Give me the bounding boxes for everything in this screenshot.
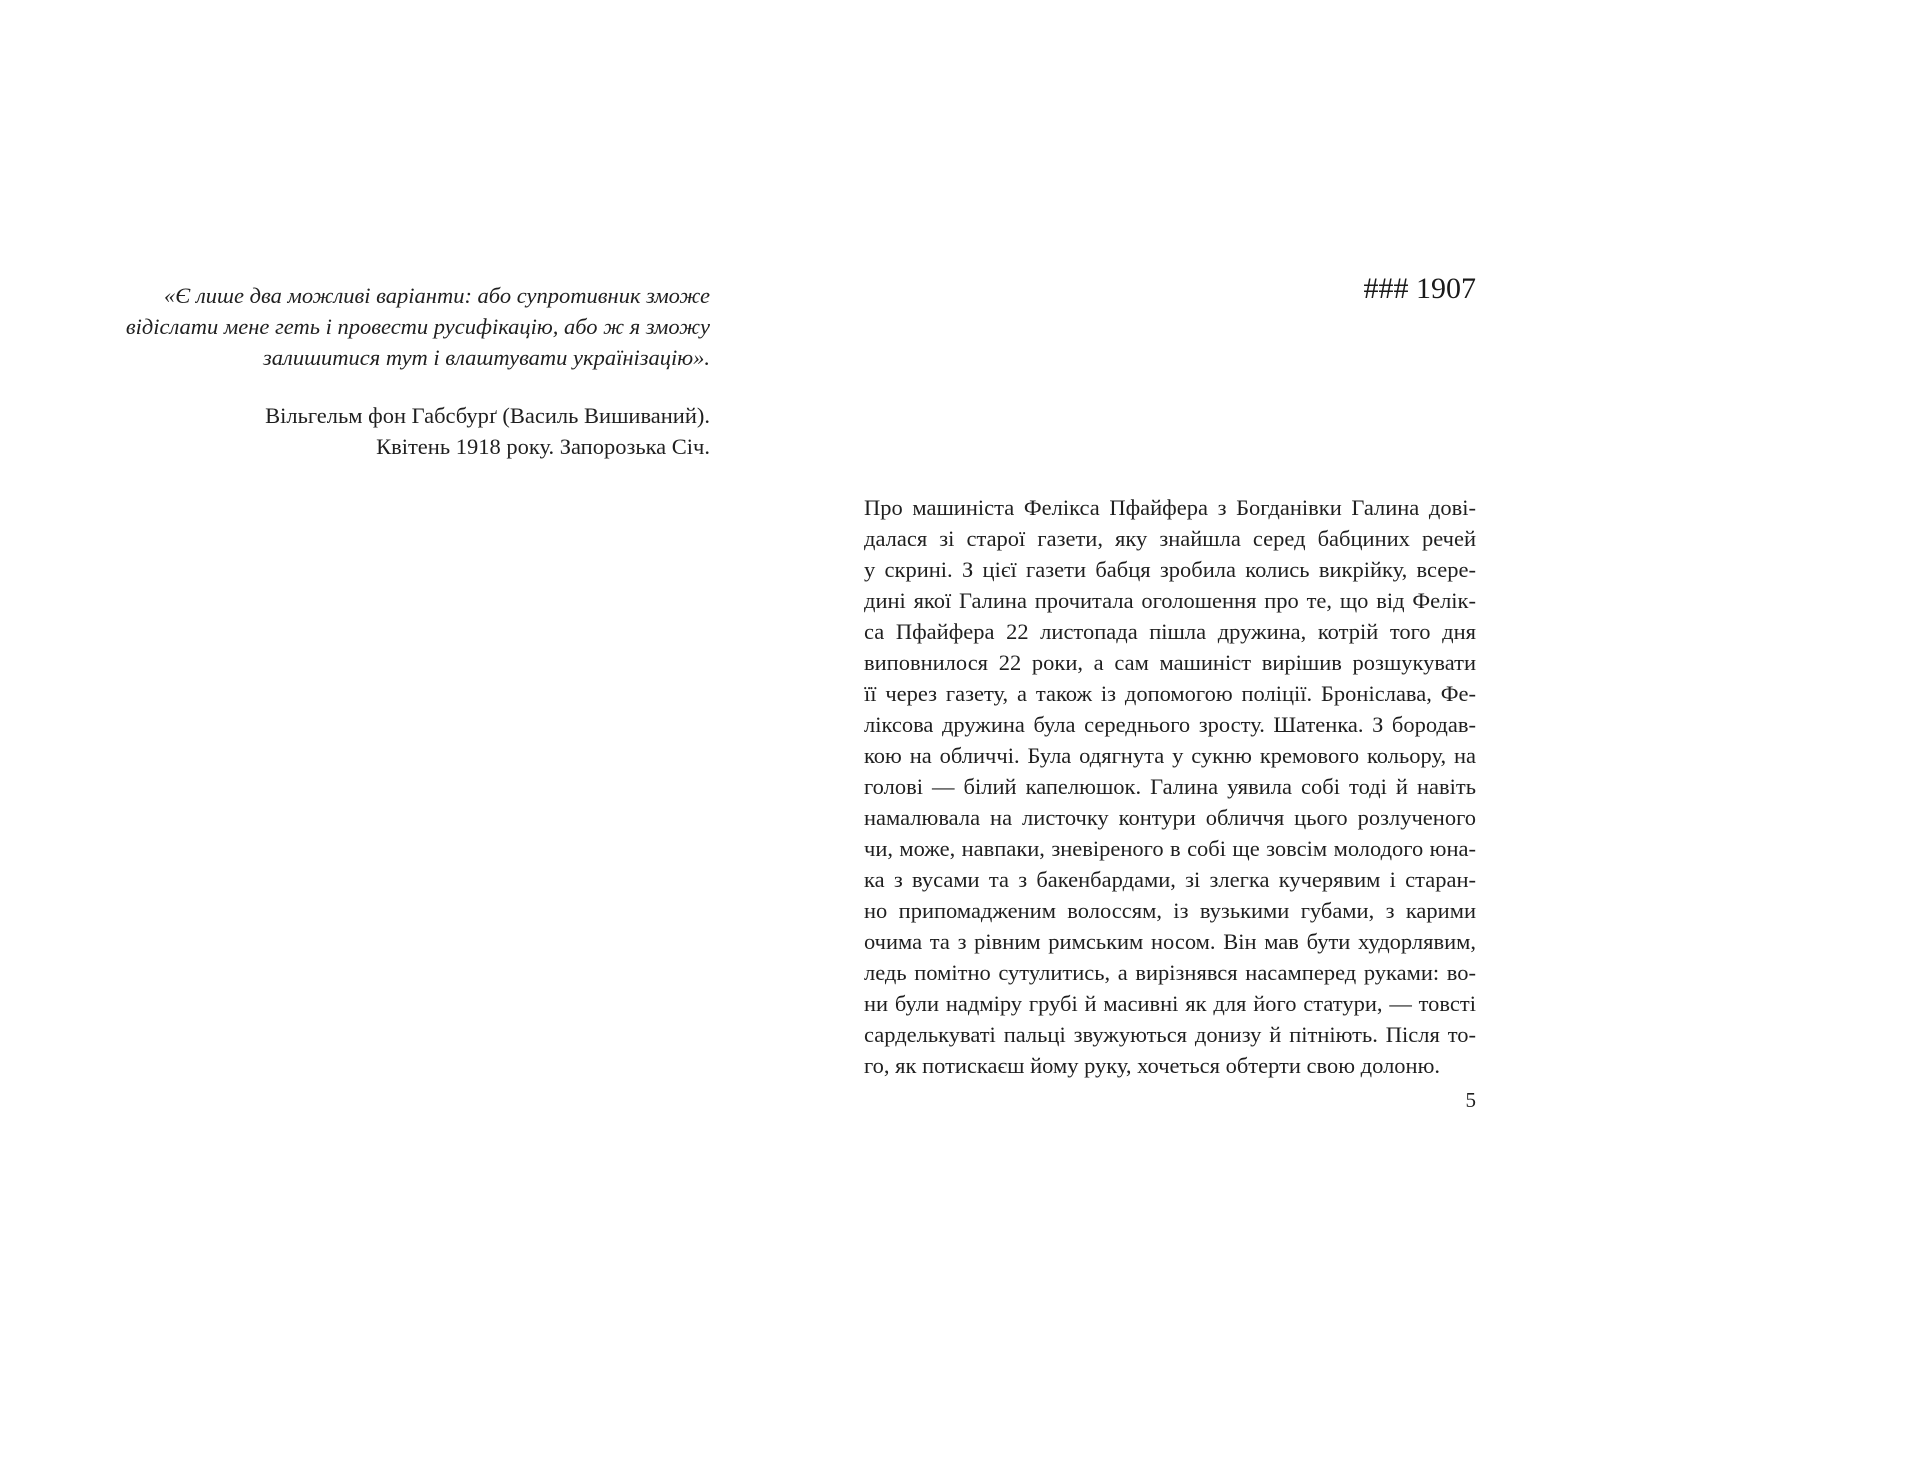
text-line: Квітень 1918 року. Запорозька Січ.: [376, 434, 710, 459]
text-line: ни були надміру грубі й масивні як для його статури, — товсті: [864, 991, 1476, 1016]
text-line: кою на обличчі. Була одягнута у сукню кремового кольору, на: [864, 743, 1476, 768]
text-line: намалювала на листочку контури обличчя цього розлученого: [864, 805, 1476, 830]
right-page: [768, 0, 1920, 1477]
chapter-paragraph: [864, 492, 1476, 1081]
text-line: у скрині. З цієї газети бабця зробила колись викрійку, всере-: [864, 557, 1476, 582]
text-line: сарделькуваті пальці звужуються донизу й пітніють. Після то-: [864, 1022, 1476, 1047]
text-line: виповнилося 22 роки, а сам машиніст вирішив розшукувати: [864, 650, 1476, 675]
text-line: очима та з рівним римським носом. Він мав бути худорлявим,: [864, 929, 1476, 954]
text-line: залишитися тут і влаштувати українізацію».: [262, 345, 710, 370]
text-line: но припомадженим волоссям, із вузькими губами, з карими: [864, 898, 1476, 923]
text-line: її через газету, а також із допомогою поліції. Броніслава, Фе-: [864, 681, 1476, 706]
chapter-heading: ### 1907: [1363, 272, 1476, 305]
text-line: Про машиніста Фелікса Пфайфера з Богданівки Галина дові-: [864, 495, 1476, 520]
left-page: [0, 0, 768, 1477]
text-line: далася зі старої газети, яку знайшла серед бабциних речей: [864, 526, 1476, 551]
page-number: 5: [1465, 1088, 1476, 1112]
text-line: голові — білий капелюшок. Галина уявила собі тоді й навіть: [864, 774, 1476, 799]
text-line: дині якої Галина прочитала оголошення про те, що від Фелік-: [864, 588, 1476, 613]
text-line: Вільгельм фон Габсбурґ (Василь Вишиваний).: [265, 403, 710, 428]
epigraph-attribution: [100, 400, 710, 462]
text-line: го, як потискаєш йому руку, хочеться обтерти свою долоню.: [864, 1053, 1441, 1078]
text-line: ліксова дружина була середнього зросту. Шатенка. З бородав-: [864, 712, 1476, 737]
text-line: ка з вусами та з бакенбардами, зі злегка кучерявим і старан-: [864, 867, 1476, 892]
text-line: са Пфайфера 22 листопада пішла дружина, котрій того дня: [864, 619, 1476, 644]
text-line: чи, може, навпаки, зневіреного в собі ще зовсім молодого юна-: [864, 836, 1476, 861]
text-line: ледь помітно сутулитись, а вирізнявся насамперед руками: во-: [864, 960, 1476, 985]
text-line: відіслати мене геть і провести русифікацію, або ж я зможу: [125, 314, 710, 339]
epigraph-quote: [100, 280, 710, 373]
text-line: «Є лише два можливі варіанти: або супротивник зможе: [164, 283, 710, 308]
